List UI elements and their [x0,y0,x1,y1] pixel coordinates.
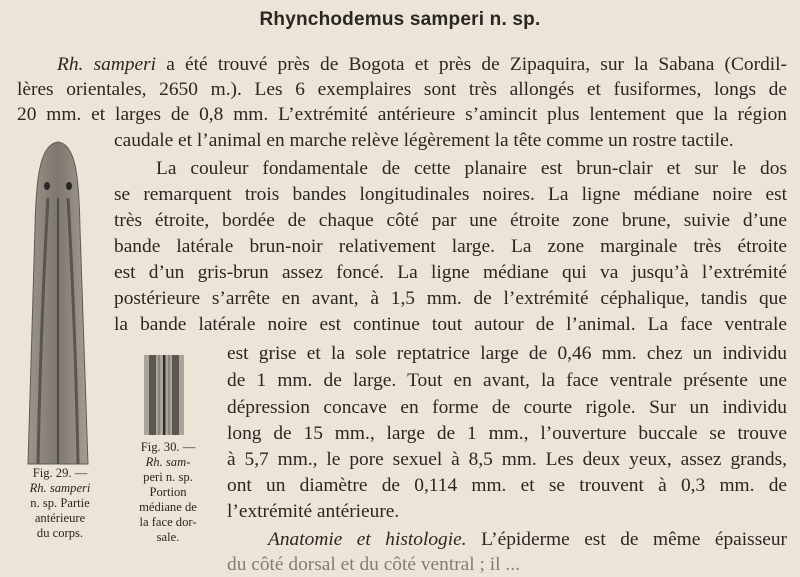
paragraph2-line-3: très étroite, bordée de chaque côté par une étroite zone brune, suivie d’une [114,210,787,231]
paragraph1-line-1-text: a été trouvé près de Bogota et près de Zipaquira, sur la Sabana (Cordil- [156,54,787,75]
paragraph3-line-1-text: L’épiderme est de même épaisseur [466,529,787,550]
figure-29-species: Rh. samperi [29,481,91,495]
paragraph2-line-11: long de 15 mm., large de 1 mm., l’ouverture buccale se trouve [227,423,787,444]
paragraph2-line-8: est grise et la sole reptatrice large de 0,46 mm. chez un individu [227,343,787,364]
figure-30-illustration [143,355,185,435]
paragraph2-line-12: à 5,7 mm., le pore sexuel à 8,5 mm. Les deux yeux, assez grands, [227,449,787,470]
page-title [0,9,800,31]
figure-30-caption-line: la face dor- [139,515,197,529]
paragraph1-line-1 [57,52,787,77]
paragraph2-line-7: la bande latérale noire est continue tout autour de l’animal. La face ventrale [114,314,787,335]
paragraph2-line-5: est d’un gris-brun assez foncé. La ligne médiane qui va jusqu’à l’extrémité [114,262,787,283]
figure-30-caption-line: peri n. sp. [143,470,193,484]
figure-30-number: Fig. 30. — [140,440,196,454]
paragraph2-line-10: dépression concave en forme de courte rigole. Sur un individu [227,397,787,418]
paragraph2-line-14: l’extrémité antérieure. [227,501,400,522]
figure-30-caption-line: sale. [156,530,180,544]
figure-29-number: Fig. 29. — [32,466,88,480]
paragraph2-line-2: se remarquent trois bandes longitudinales noires. La ligne médiane noire est [114,184,787,205]
figure-29-caption-line: antérieure [34,511,86,525]
paragraph3-line-2-cut: du côté dorsal et du côté ventral ; il ... [227,554,520,575]
strip-lateral-left [149,355,156,435]
paragraph1-line-4: caudale et l’animal en marche relève légèrement la tête comme un rostre tactile. [114,130,734,151]
strip-median [163,355,165,435]
figure-30-species: Rh. sam- [145,455,191,469]
worm-eye-left [44,182,50,190]
paragraph2-line-1: La couleur fondamentale de cette planaire est brun-clair et sur le dos [156,158,787,179]
strip-lateral-right [172,355,179,435]
title-suffix: n. sp. [489,9,541,30]
paragraph3-line-1 [268,527,787,552]
paragraph2-line-4: bande latérale brun-noir relativement large. La zone marginale très étroite [114,236,787,257]
section-heading-italic: Anatomie et histologie. [268,529,467,550]
species-name-italic: Rh. samperi [57,54,157,75]
figure-29-caption-line: n. sp. Partie [30,496,90,510]
paragraph2-line-9: de 1 mm. de large. Tout en avant, la face ventrale présente une [227,370,787,391]
figure-29-caption [2,466,118,541]
figure-30-caption-line: médiane de [139,500,197,514]
figure-30-caption [120,440,216,545]
worm-eye-right [66,182,72,190]
figure-29-caption-line: du corps. [36,526,84,540]
figure-30-caption-line: Portion [149,485,187,499]
paragraph1-line-2: lères orientales, 2650 m.). Les 6 exemplaires sont très allongés et fusiformes, longs de [17,79,787,100]
title-genus: Rhynchodemus samperi [259,9,485,30]
figure-29-illustration [18,138,98,466]
paragraph2-line-13: ont un diamètre de 0,114 mm. et se trouvent à 0,3 mm. de [227,475,787,496]
paragraph2-line-6: postérieure s’arrête en avant, à 1,5 mm. de l’extrémité céphalique, tandis que [114,288,787,309]
paragraph1-line-3: 20 mm. et larges de 0,8 mm. L’extrémité antérieure s’amincit plus lentement que la région [17,104,787,125]
